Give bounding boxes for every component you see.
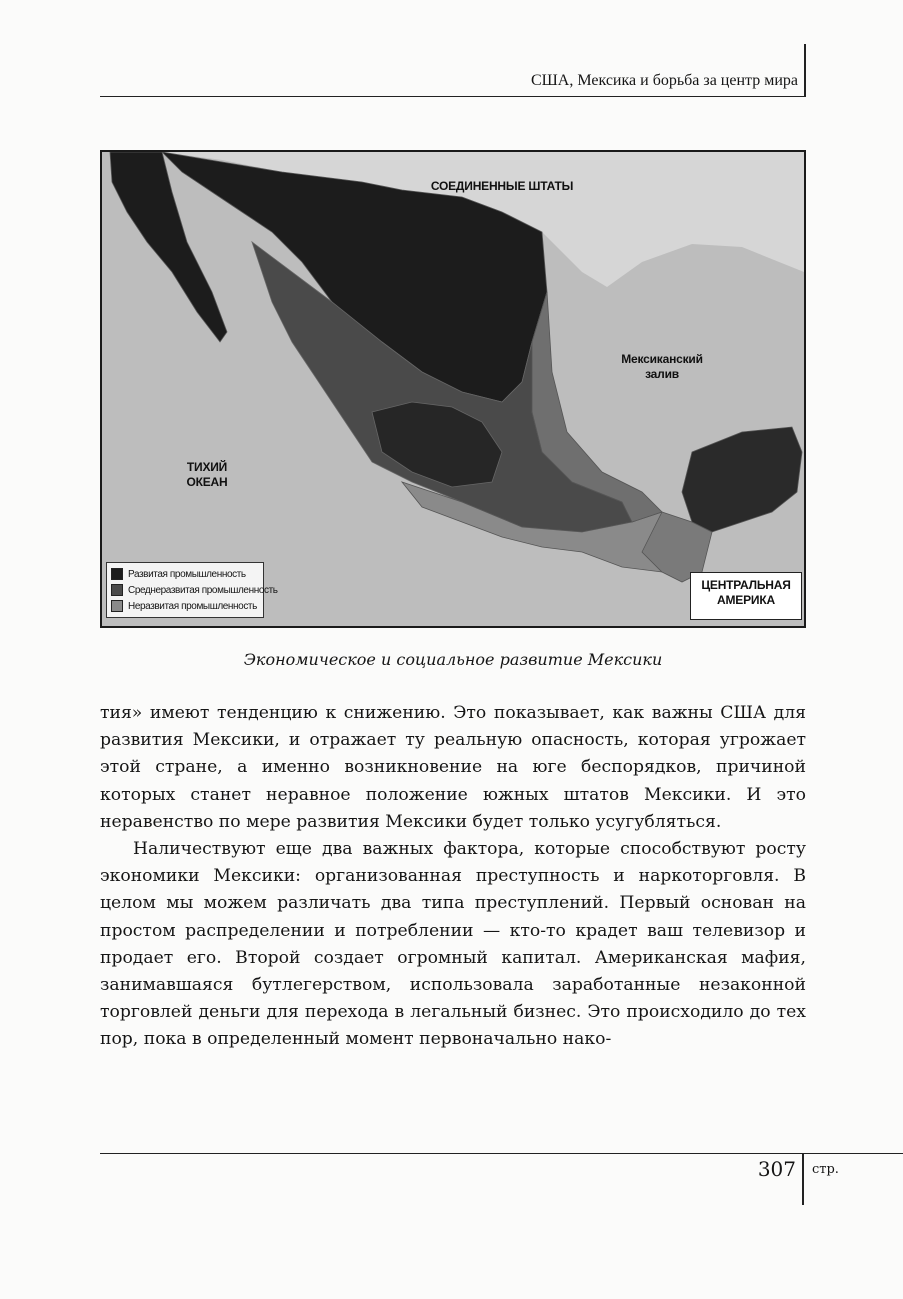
mexico-map — [102, 152, 804, 626]
gulf-label-line2: залив — [645, 367, 679, 381]
header-rule — [100, 96, 806, 97]
legend-item — [111, 566, 259, 582]
legend-item — [111, 598, 259, 614]
page-number-suffix: стр. — [812, 1162, 839, 1177]
page-number: 307 — [757, 1157, 796, 1181]
paragraph: тия» имеют тенденцию к снижению. Это показывает, как важны США для развития Мексики, и отражает ту реальную опасность, которая угрожает этой стране, а именно возникновение на юге беспорядков, причиной которых станет неравное положение южных штатов Мексики. И это неравенство по мере развития Мексики будет только усугубляться. — [100, 703, 806, 832]
legend-swatch — [111, 568, 123, 580]
gulf-label-line1: Мексиканский — [621, 352, 703, 366]
legend-item — [111, 582, 278, 598]
central-america-line1: ЦЕНТРАЛЬНАЯ — [701, 578, 791, 592]
footer-rule — [100, 1153, 903, 1154]
running-header: США, Мексика и борьба за центр мира — [530, 72, 798, 89]
header-vertical-bar — [804, 44, 806, 97]
legend-label: Среднеразвитая промышленность — [128, 584, 278, 596]
paragraph: Наличествуют еще два важных фактора, которые способствуют росту экономики Мексики: организованная преступность и наркоторговля. В целом мы можем различать два типа преступлений. Первый основан на простом распределении и потреблении — кто-то крадет ваш телевизор и продает его. Второй создает огромный капитал. Американская мафия, занимавшаяся бутлегерством, использовала заработанные незаконной торговлей деньги для перехода в легальный бизнес. Это происходило до тех пор, пока в определенный момент первоначально нако- — [100, 839, 806, 1050]
legend-label: Неразвитая промышленность — [128, 600, 257, 612]
usa-label: СОЕДИНЕННЫЕ ШТАТЫ — [430, 179, 574, 193]
body-text — [100, 700, 806, 1054]
legend-swatch — [111, 584, 123, 596]
pacific-label-line2: ОКЕАН — [186, 475, 228, 489]
pacific-label-line1: ТИХИЙ — [186, 460, 228, 474]
gulf-label — [602, 352, 722, 382]
mexico-map-figure — [100, 150, 806, 628]
footer-vertical-bar — [802, 1153, 804, 1205]
figure-caption: Экономическое и социальное развитие Мексики — [243, 650, 663, 669]
map-legend — [106, 562, 278, 618]
legend-swatch — [111, 600, 123, 612]
legend-label: Развитая промышленность — [128, 568, 246, 580]
central-america-line2: АМЕРИКА — [717, 593, 775, 607]
pacific-label — [167, 460, 247, 490]
central-america-label — [694, 578, 798, 608]
